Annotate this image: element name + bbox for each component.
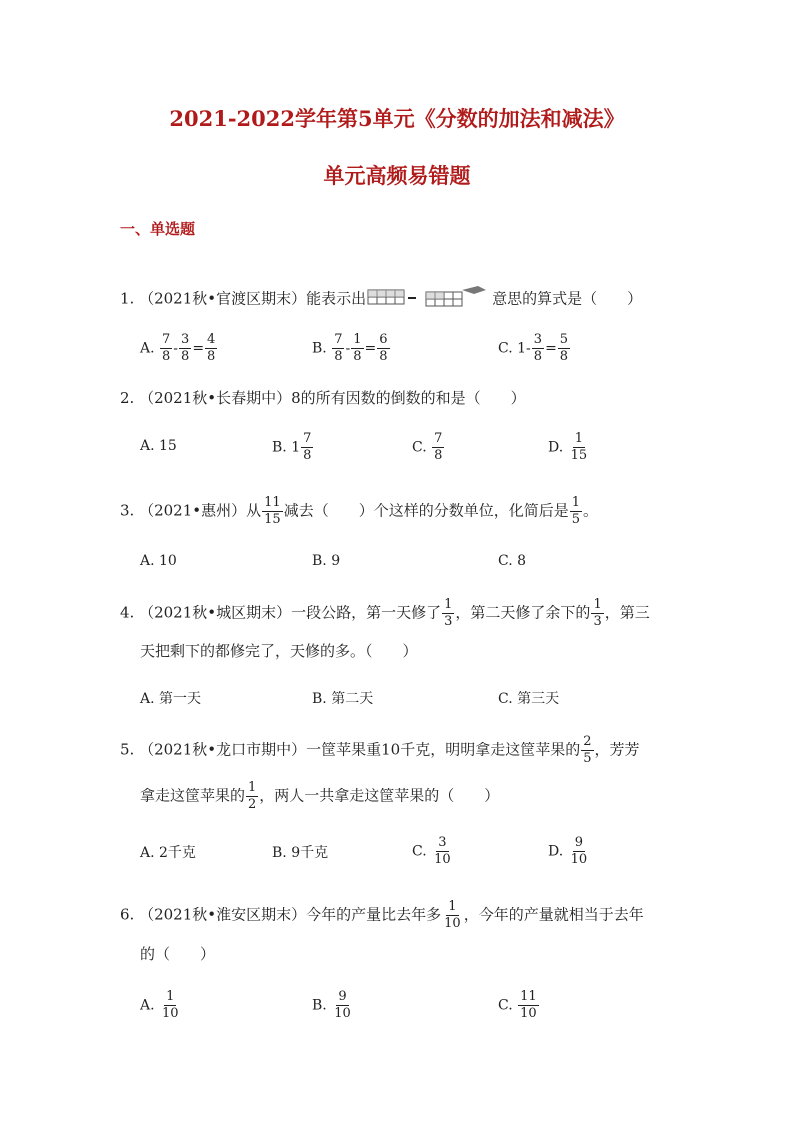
option-b[interactable]: B. 9千克: [272, 845, 329, 861]
option-b[interactable]: B. $\frac{9}{10}$: [312, 989, 351, 1021]
question-5: 5. （2021秋•龙口市期中）一筐苹果重10千克，明明拿走这筐苹果的 $\frac{2}{5}$ ，芳芳: [120, 734, 640, 766]
question-source: （2021•惠州）: [139, 501, 247, 520]
question-6: 6. （2021秋•淮安区期末）今年的产量比去年多 $\frac{1}{10}$ ，今年的产量就相当于去年: [120, 899, 644, 931]
option-a[interactable]: A. 15: [140, 438, 177, 454]
question-number: 4.: [120, 603, 135, 622]
option-c[interactable]: C. $\frac{7}{8}$: [412, 431, 443, 463]
fraction: $\frac{1}{10}$: [162, 989, 179, 1021]
fraction: $\frac{3}{8}$: [181, 332, 190, 364]
question-source: （2021秋•长春期中）: [139, 389, 292, 407]
question-6-line-2: 的（ ）: [140, 945, 216, 963]
question-text: 意思的算式是（ ）: [492, 289, 643, 308]
question-2: [120, 388, 526, 408]
question-text: 8的所有因数的倒数的和是（ ）: [291, 389, 526, 407]
fraction: $\frac{9}{10}$: [570, 835, 588, 867]
option-c[interactable]: C. 第三天: [498, 691, 560, 707]
fraction: $\frac{1}{3}$: [444, 597, 453, 629]
fraction: $\frac{9}{10}$: [334, 989, 351, 1021]
option-b[interactable]: B. 第二天: [312, 691, 374, 707]
question-4-line-2: 天把剩下的都修完了，天修的多。（ ）: [140, 642, 418, 660]
option-c[interactable]: C. $\frac{3}{10}$: [412, 835, 451, 867]
fraction: $\frac{7}{8}$: [334, 332, 343, 364]
fraction: $\frac{11}{15}$: [264, 495, 281, 527]
fraction: $\frac{11}{10}$: [520, 989, 537, 1021]
option-d[interactable]: D. $\frac{9}{10}$: [548, 835, 588, 867]
fraction: $\frac{5}{8}$: [559, 332, 569, 364]
option-b[interactable]: B. 9: [312, 553, 341, 569]
option-b[interactable]: B. $\frac{7}{8}$ - $\frac{1}{8}$ = $\frac{6}{8}$: [312, 332, 388, 364]
question-number: 2.: [120, 389, 135, 407]
grid-subtraction-figure: [366, 284, 492, 315]
document-subtitle: 单元高频易错题: [323, 163, 471, 188]
fraction: $\frac{6}{8}$: [379, 332, 388, 364]
option-b[interactable]: B. 1 $\frac{7}{8}$: [272, 431, 312, 463]
question-3: 3. （2021•惠州）从 $\frac{11}{15}$ 减去（ ）个这样的分数单位，化简后是 $\frac{1}{5}$ 。: [120, 495, 598, 527]
section-heading: 一、单选题: [120, 220, 196, 238]
option-c[interactable]: C. 8: [498, 553, 527, 569]
fraction: $\frac{7}{8}$: [162, 332, 171, 364]
question-source: （2021秋•淮安区期末）: [139, 905, 307, 924]
option-a[interactable]: A. $\frac{7}{8}$ - $\frac{3}{8}$ = $\frac{4}{8}$: [140, 332, 216, 364]
fraction: $\frac{1}{5}$: [571, 495, 580, 527]
question-number: 6.: [120, 905, 135, 924]
question-4: 4. （2021秋•城区期末）一段公路，第一天修了 $\frac{1}{3}$ ，第二天修了余下的 $\frac{1}{3}$ ，第三: [120, 597, 650, 629]
fraction: $\frac{1}{2}$: [248, 780, 257, 812]
option-a[interactable]: A. 2千克: [140, 845, 196, 861]
fraction: $\frac{4}{8}$: [207, 332, 216, 364]
question-number: 1.: [120, 289, 135, 308]
question-text: 能表示出: [306, 289, 367, 308]
fraction: $\frac{1}{10}$: [444, 899, 461, 931]
question-5-line-2: 拿走这筐苹果的 $\frac{1}{2}$ ，两人一共拿走这筐苹果的（ ）: [140, 780, 500, 812]
fraction: $\frac{7}{8}$: [434, 431, 443, 463]
question-source: （2021秋•城区期末）: [139, 603, 292, 622]
fraction: $\frac{3}{10}$: [434, 835, 451, 867]
fraction: $\frac{1}{3}$: [593, 597, 602, 629]
fraction: $\frac{1}{15}$: [570, 431, 588, 463]
option-d[interactable]: D. $\frac{1}{15}$: [548, 431, 588, 463]
fraction: $\frac{1}{8}$: [353, 332, 362, 364]
document-title: 2021-2022学年第5单元《分数的加法和减法》: [169, 106, 625, 131]
question-number: 3.: [120, 501, 135, 520]
question-number: 5.: [120, 740, 135, 759]
fraction: $\frac{7}{8}$: [303, 431, 312, 463]
question-1: [120, 284, 642, 315]
fraction: $\frac{2}{5}$: [583, 734, 592, 766]
option-a[interactable]: A. 第一天: [140, 691, 202, 707]
question-source: （2021秋•龙口市期中）: [139, 740, 307, 759]
option-a[interactable]: A. $\frac{1}{10}$: [140, 989, 179, 1021]
option-c[interactable]: C. $\frac{11}{10}$: [498, 989, 537, 1021]
question-source: （2021秋•官渡区期末）: [139, 289, 307, 308]
option-c[interactable]: C. 1- $\frac{3}{8}$ = $\frac{5}{8}$: [498, 332, 569, 364]
option-a[interactable]: A. 10: [140, 553, 177, 569]
fraction: $\frac{3}{8}$: [533, 332, 543, 364]
